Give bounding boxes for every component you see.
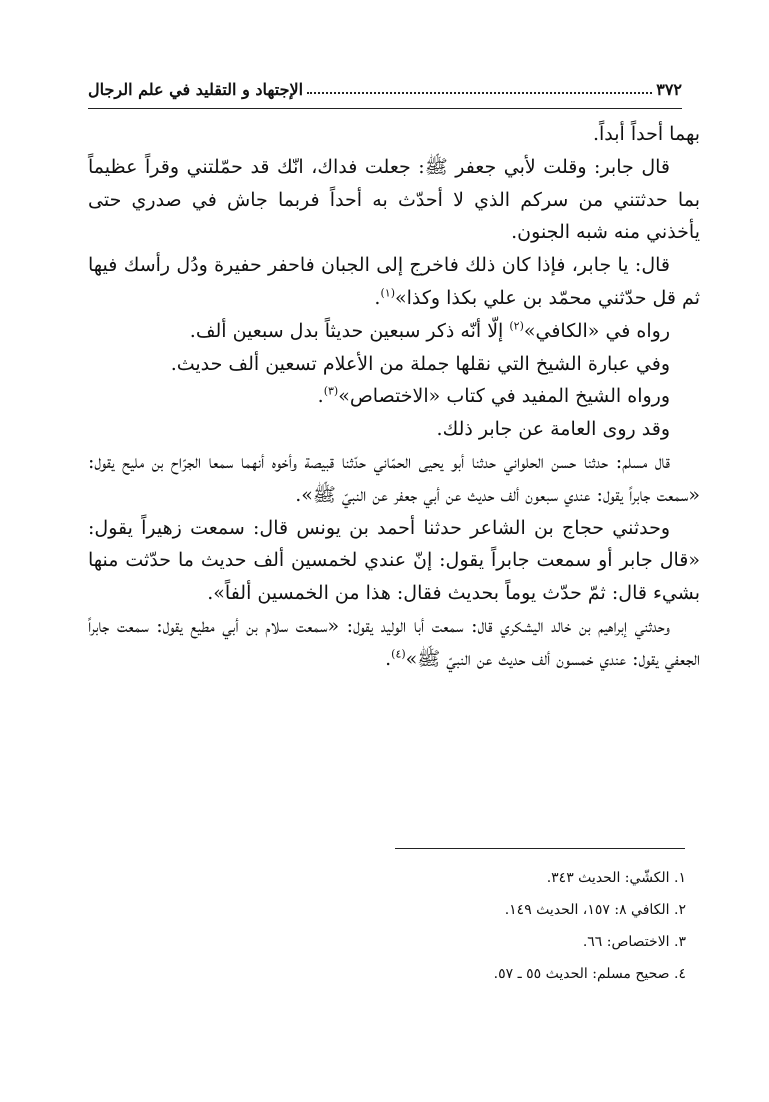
header-leader-dots [307,92,652,94]
footnotes [300,862,686,990]
footnote-item: ٤. صحيح مسلم: الحديث ٥٥ ـ ٥٧. [493,966,686,982]
paragraph: وحدثني حجاج بن الشاعر حدثنا أحمد بن يونس قال: سمعت زهيراً يقول: «قال جابر أو سمعت جابراً يقول: إنّ عندي لخمسين ألف حديث ما حدّثت منها بشيء قال: ثمّ حدّث يوماً بحديث فقال: هذا من الخمسين ألفاً». [88,516,700,605]
paragraph: بهما أحداً أبداً. [592,123,700,145]
paragraph: قال جابر: وقلت لأبي جعفر ﷺ: جعلت فداك، انّك قد حمّلتني وقراً عظيماً بما حدثتني من سركم الذي لا أحدّث به أحداً فربما جاش في صدري حتى يأخذني منه شبه الجنون. [88,155,700,244]
paragraph: وقد روى العامة عن جابر ذلك. [436,418,670,441]
footnote-ref: (٣) [323,385,339,399]
paragraph: قال مسلم: حدثنا حسن الحلواني حدثنا أبو يحيى الحمّاني حدّثنا قبيصة وأخوه أنهما سمعا الجرّاح بن مليح يقول: «سمعت جابراً يقول: عندي سبعون ألف حديث عن أبي جعفر عن النبيّ ﷺ». [88,450,700,506]
footnote-divider [395,848,685,849]
paragraph: رواه في «الكافي»$^{(٢)}$ إلّا أنّه ذكر سبعين حديثاً بدل سبعين ألف. [189,319,670,342]
footnote-ref: (٤) [391,647,406,661]
header-divider [88,108,682,109]
footnote-item: ١. الكشّي: الحديث ٣٤٣. [546,870,686,886]
running-header [88,72,682,106]
paragraph: قال: يا جابر، فإذا كان ذلك فاخرج إلى الجبان فاحفر حفيرة ودُل رأسك فيها ثم قل حدّثني محمّد بن علي بكذا وكذا»$^{(١)}$. [88,254,700,309]
footnote-item: ٣. الاختصاص: ٦٦. [582,934,686,950]
body-text [88,118,700,676]
running-title: الإجتهاد و التقليد في علم الرجال [88,79,304,99]
paragraph: وفي عبارة الشيخ التي نقلها جملة من الأعلام تسعين ألف حديث. [170,352,670,375]
footnote-ref: (٢) [509,319,524,333]
footnote-item: ٢. الكافي ٨: ١٥٧، الحديث ١٤٩. [504,902,686,918]
paragraph: ورواه الشيخ المفيد في كتاب «الاختصاص»$^{(٣)}$. [317,385,670,408]
footnote-ref: (١) [380,286,395,300]
paragraph: وحدثني إبراهيم بن خالد اليشكري قال: سمعت أبا الوليد يقول: «سمعت سلام بن أبي مطيع يقول: سمعت جابراً الجعفي يقول: عندي خمسون ألف حديث عن النبيّ ﷺ»$^{(٤)}$. [88,614,700,670]
page-number: ٣٧٢ [656,79,682,99]
